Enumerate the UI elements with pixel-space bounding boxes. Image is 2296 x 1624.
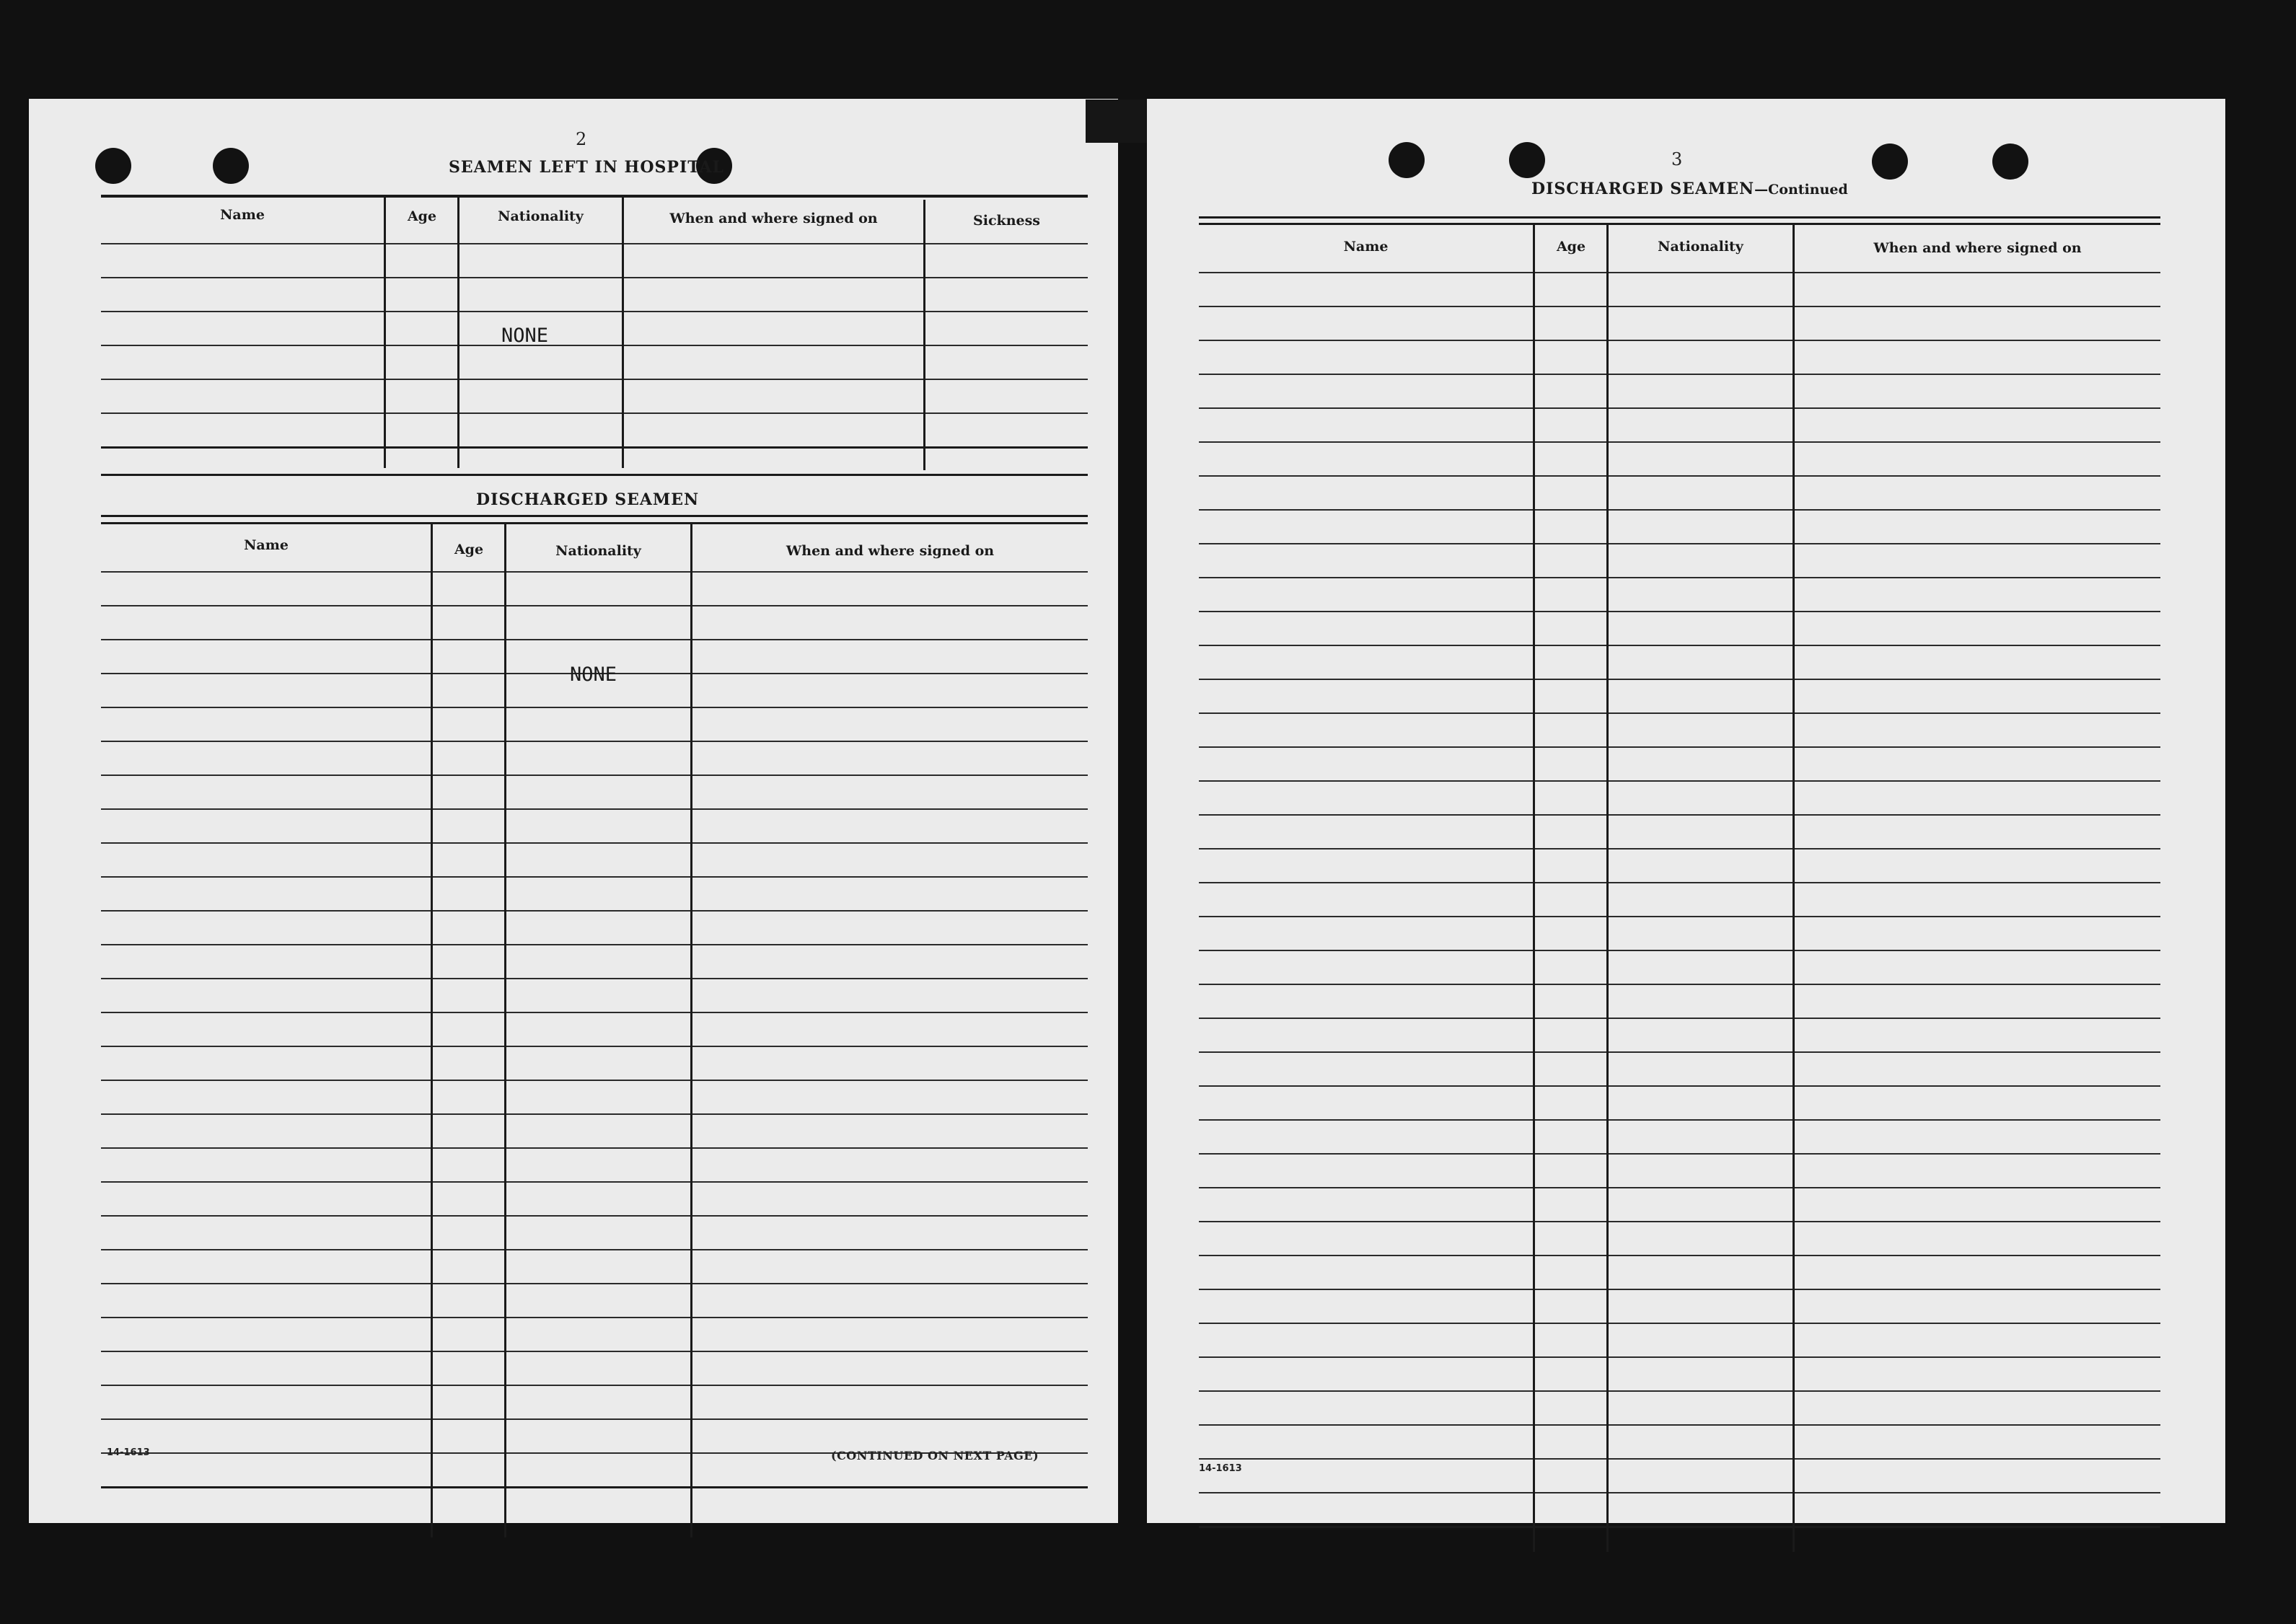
table-row-line xyxy=(1199,1356,2160,1358)
column-header-signed-on: When and where signed on xyxy=(669,211,878,226)
punch-hole xyxy=(1509,142,1545,178)
column-divider xyxy=(431,524,433,1537)
table-row-line xyxy=(1199,746,2160,748)
table-row-line xyxy=(1199,882,2160,883)
table-row-line xyxy=(101,1249,1088,1250)
form-number: 14-1613 xyxy=(107,1447,150,1458)
table-row-line xyxy=(101,379,1088,380)
table-row-line xyxy=(1199,1390,2160,1392)
table-row-line xyxy=(101,243,1088,244)
left-form-page xyxy=(29,99,1118,1523)
table-row-line xyxy=(1199,1526,2160,1528)
rule xyxy=(101,522,1088,524)
table-row-line xyxy=(1199,1289,2160,1290)
column-divider xyxy=(1793,225,1795,1552)
discharged-entry-none: NONE xyxy=(570,663,617,686)
punch-hole xyxy=(1872,144,1908,180)
table-row-line xyxy=(1199,984,2160,985)
table-row-line xyxy=(101,1418,1088,1420)
table-row-line xyxy=(101,1181,1088,1183)
table-row-line xyxy=(1199,509,2160,511)
table-row-line xyxy=(1199,1458,2160,1460)
column-header-name: Name xyxy=(244,537,289,553)
table-row-line xyxy=(101,808,1088,810)
table-row-line xyxy=(101,876,1088,878)
table-row-line xyxy=(1199,340,2160,341)
table-row-line xyxy=(101,842,1088,844)
table-row-line xyxy=(1199,1153,2160,1155)
table-row-line xyxy=(101,1486,1088,1488)
hospital-section-title: SEAMEN LEFT IN HOSPITAL xyxy=(449,158,724,177)
table-row-line xyxy=(101,446,1088,449)
column-header-name: Name xyxy=(220,207,265,223)
rule xyxy=(101,195,1088,198)
table-row-line xyxy=(1199,814,2160,816)
table-row-line xyxy=(1199,374,2160,375)
table-row-line xyxy=(1199,780,2160,782)
table-row-line xyxy=(1199,1051,2160,1053)
table-row-line xyxy=(101,944,1088,945)
table-row-line xyxy=(1199,679,2160,680)
rule xyxy=(1199,216,2160,219)
table-row-line xyxy=(101,1080,1088,1081)
column-header-nationality: Nationality xyxy=(1658,239,1743,255)
table-row-line xyxy=(1199,712,2160,714)
right-form-page xyxy=(1147,99,2225,1523)
table-row-line xyxy=(101,978,1088,979)
table-row-line xyxy=(101,1283,1088,1284)
page-title xyxy=(1531,180,1848,198)
table-row-line xyxy=(101,1046,1088,1047)
table-row-line xyxy=(1199,1221,2160,1222)
column-divider xyxy=(622,198,624,468)
table-row-line xyxy=(101,741,1088,742)
punch-hole xyxy=(213,148,249,184)
page-title-main: DISCHARGED SEAMEN xyxy=(1531,180,1755,198)
punch-hole xyxy=(1992,144,2028,180)
table-row-line xyxy=(101,1215,1088,1217)
hospital-entry-none: NONE xyxy=(501,325,549,347)
page-number: 2 xyxy=(576,129,587,149)
table-row-line xyxy=(1199,1323,2160,1324)
discharged-section-title: DISCHARGED SEAMEN xyxy=(476,490,700,509)
table-row-line xyxy=(101,1385,1088,1386)
table-row-line xyxy=(101,311,1088,312)
table-row-line xyxy=(101,775,1088,776)
table-row-line xyxy=(1199,577,2160,578)
punch-hole xyxy=(95,148,131,184)
table-row-line xyxy=(101,345,1088,346)
column-header-age: Age xyxy=(407,208,437,224)
continued-note: (CONTINUED ON NEXT PAGE) xyxy=(831,1449,1039,1462)
table-row-line xyxy=(1199,1187,2160,1188)
table-row-line xyxy=(101,571,1088,573)
table-row-line xyxy=(101,1317,1088,1318)
table-row-line xyxy=(101,1113,1088,1115)
table-row-line xyxy=(101,1351,1088,1352)
table-row-line xyxy=(1199,645,2160,646)
column-divider xyxy=(504,524,506,1537)
column-divider xyxy=(690,524,692,1537)
table-row-line xyxy=(1199,272,2160,273)
column-divider xyxy=(923,200,925,470)
table-row-line xyxy=(1199,475,2160,477)
table-row-line xyxy=(1199,1119,2160,1121)
rule xyxy=(101,474,1088,476)
column-header-age: Age xyxy=(1556,239,1586,255)
page-number: 3 xyxy=(1671,149,1683,169)
table-row-line xyxy=(1199,916,2160,917)
table-row-line xyxy=(101,1147,1088,1149)
table-row-line xyxy=(101,707,1088,708)
table-row-line xyxy=(1199,306,2160,307)
table-row-line xyxy=(1199,1255,2160,1256)
table-row-line xyxy=(101,277,1088,278)
column-header-nationality: Nationality xyxy=(555,543,641,559)
punch-hole xyxy=(1389,142,1425,178)
table-row-line xyxy=(101,412,1088,414)
column-divider xyxy=(1533,225,1535,1552)
table-row-line xyxy=(1199,441,2160,443)
table-row-line xyxy=(1199,1018,2160,1019)
column-divider xyxy=(384,198,386,468)
column-header-signed-on: When and where signed on xyxy=(786,543,995,559)
table-row-line xyxy=(1199,1492,2160,1493)
table-row-line xyxy=(1199,1085,2160,1087)
table-row-line xyxy=(1199,950,2160,951)
binding-clip xyxy=(1086,100,1154,143)
table-row-line xyxy=(101,1012,1088,1013)
column-divider xyxy=(457,198,459,468)
column-header-age: Age xyxy=(454,542,484,557)
table-row-line xyxy=(1199,848,2160,849)
page-title-suffix: —Continued xyxy=(1754,182,1848,198)
rule xyxy=(1199,223,2160,225)
column-header-name: Name xyxy=(1343,239,1389,255)
column-divider xyxy=(1606,225,1609,1552)
column-header-sickness: Sickness xyxy=(973,213,1040,229)
table-row-line xyxy=(1199,611,2160,612)
table-row-line xyxy=(1199,543,2160,544)
rule xyxy=(101,515,1088,517)
table-row-line xyxy=(1199,1424,2160,1426)
column-header-nationality: Nationality xyxy=(498,208,584,224)
table-row-line xyxy=(101,639,1088,640)
form-number: 14-1613 xyxy=(1199,1463,1242,1474)
table-row-line xyxy=(1199,407,2160,409)
table-row-line xyxy=(101,910,1088,912)
table-row-line xyxy=(101,605,1088,606)
column-header-signed-on: When and where signed on xyxy=(1873,240,2082,256)
